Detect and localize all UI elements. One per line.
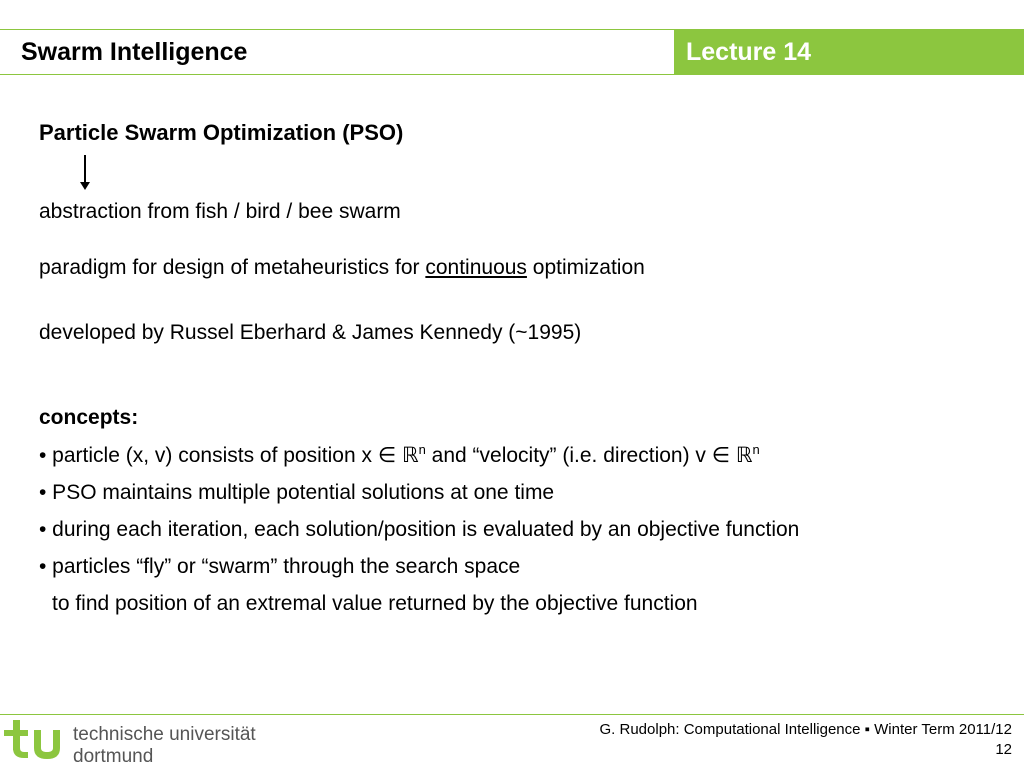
page-number: 12 [995,741,1012,758]
abstraction-line: abstraction from fish / bird / bee swarm [39,200,401,223]
paradigm-text-pre: paradigm for design of metaheuristics for [39,256,426,279]
paradigm-line [39,255,645,281]
footer-divider [0,714,1024,715]
lecture-badge: Lecture 14 [674,30,1024,74]
element-of-symbol-2: ∈ [711,443,731,467]
concepts-label: concepts: [39,406,139,429]
concept-bullet-evaluation: • during each iteration, each solution/position is evaluated by an objective function [39,518,800,541]
reals-symbol-2: ℝ [735,443,753,467]
footer-info [600,720,1013,760]
bullet1-text-a: • particle (x, v) consists of position x [39,444,378,467]
university-name [73,724,256,768]
exponent-n: n [418,442,426,457]
exponent-n-2: n [752,442,760,457]
slide-heading: Particle Swarm Optimization (PSO) [39,120,404,145]
course-title: Swarm Intelligence [21,38,248,66]
element-of-symbol: ∈ [377,443,397,467]
slide-header [0,29,1024,75]
university-name-line2: dortmund [73,746,154,767]
concept-bullet-fly: • particles “fly” or “swarm” through the search space [39,555,521,578]
down-arrow-icon [39,155,135,195]
university-name-line1: technische universität [73,724,256,745]
footer-credit: G. Rudolph: Computational Intelligence ▪ Winter Term 2011/12 [599,721,1012,738]
concept-bullet-particle [39,442,760,469]
concept-bullet-fly-continuation: to find position of an extremal value returned by the objective function [52,592,698,615]
concept-bullet-solutions: • PSO maintains multiple potential solutions at one time [39,481,555,504]
tu-logo-icon [4,718,68,764]
bullet1-text-b: and “velocity” (i.e. direction) v [425,444,712,467]
paradigm-text-post: optimization [526,256,645,279]
continuous-underlined: continuous [425,256,527,279]
reals-symbol: ℝ [401,443,419,467]
developed-by-line: developed by Russel Eberhard & James Kennedy (~1995) [39,321,582,344]
